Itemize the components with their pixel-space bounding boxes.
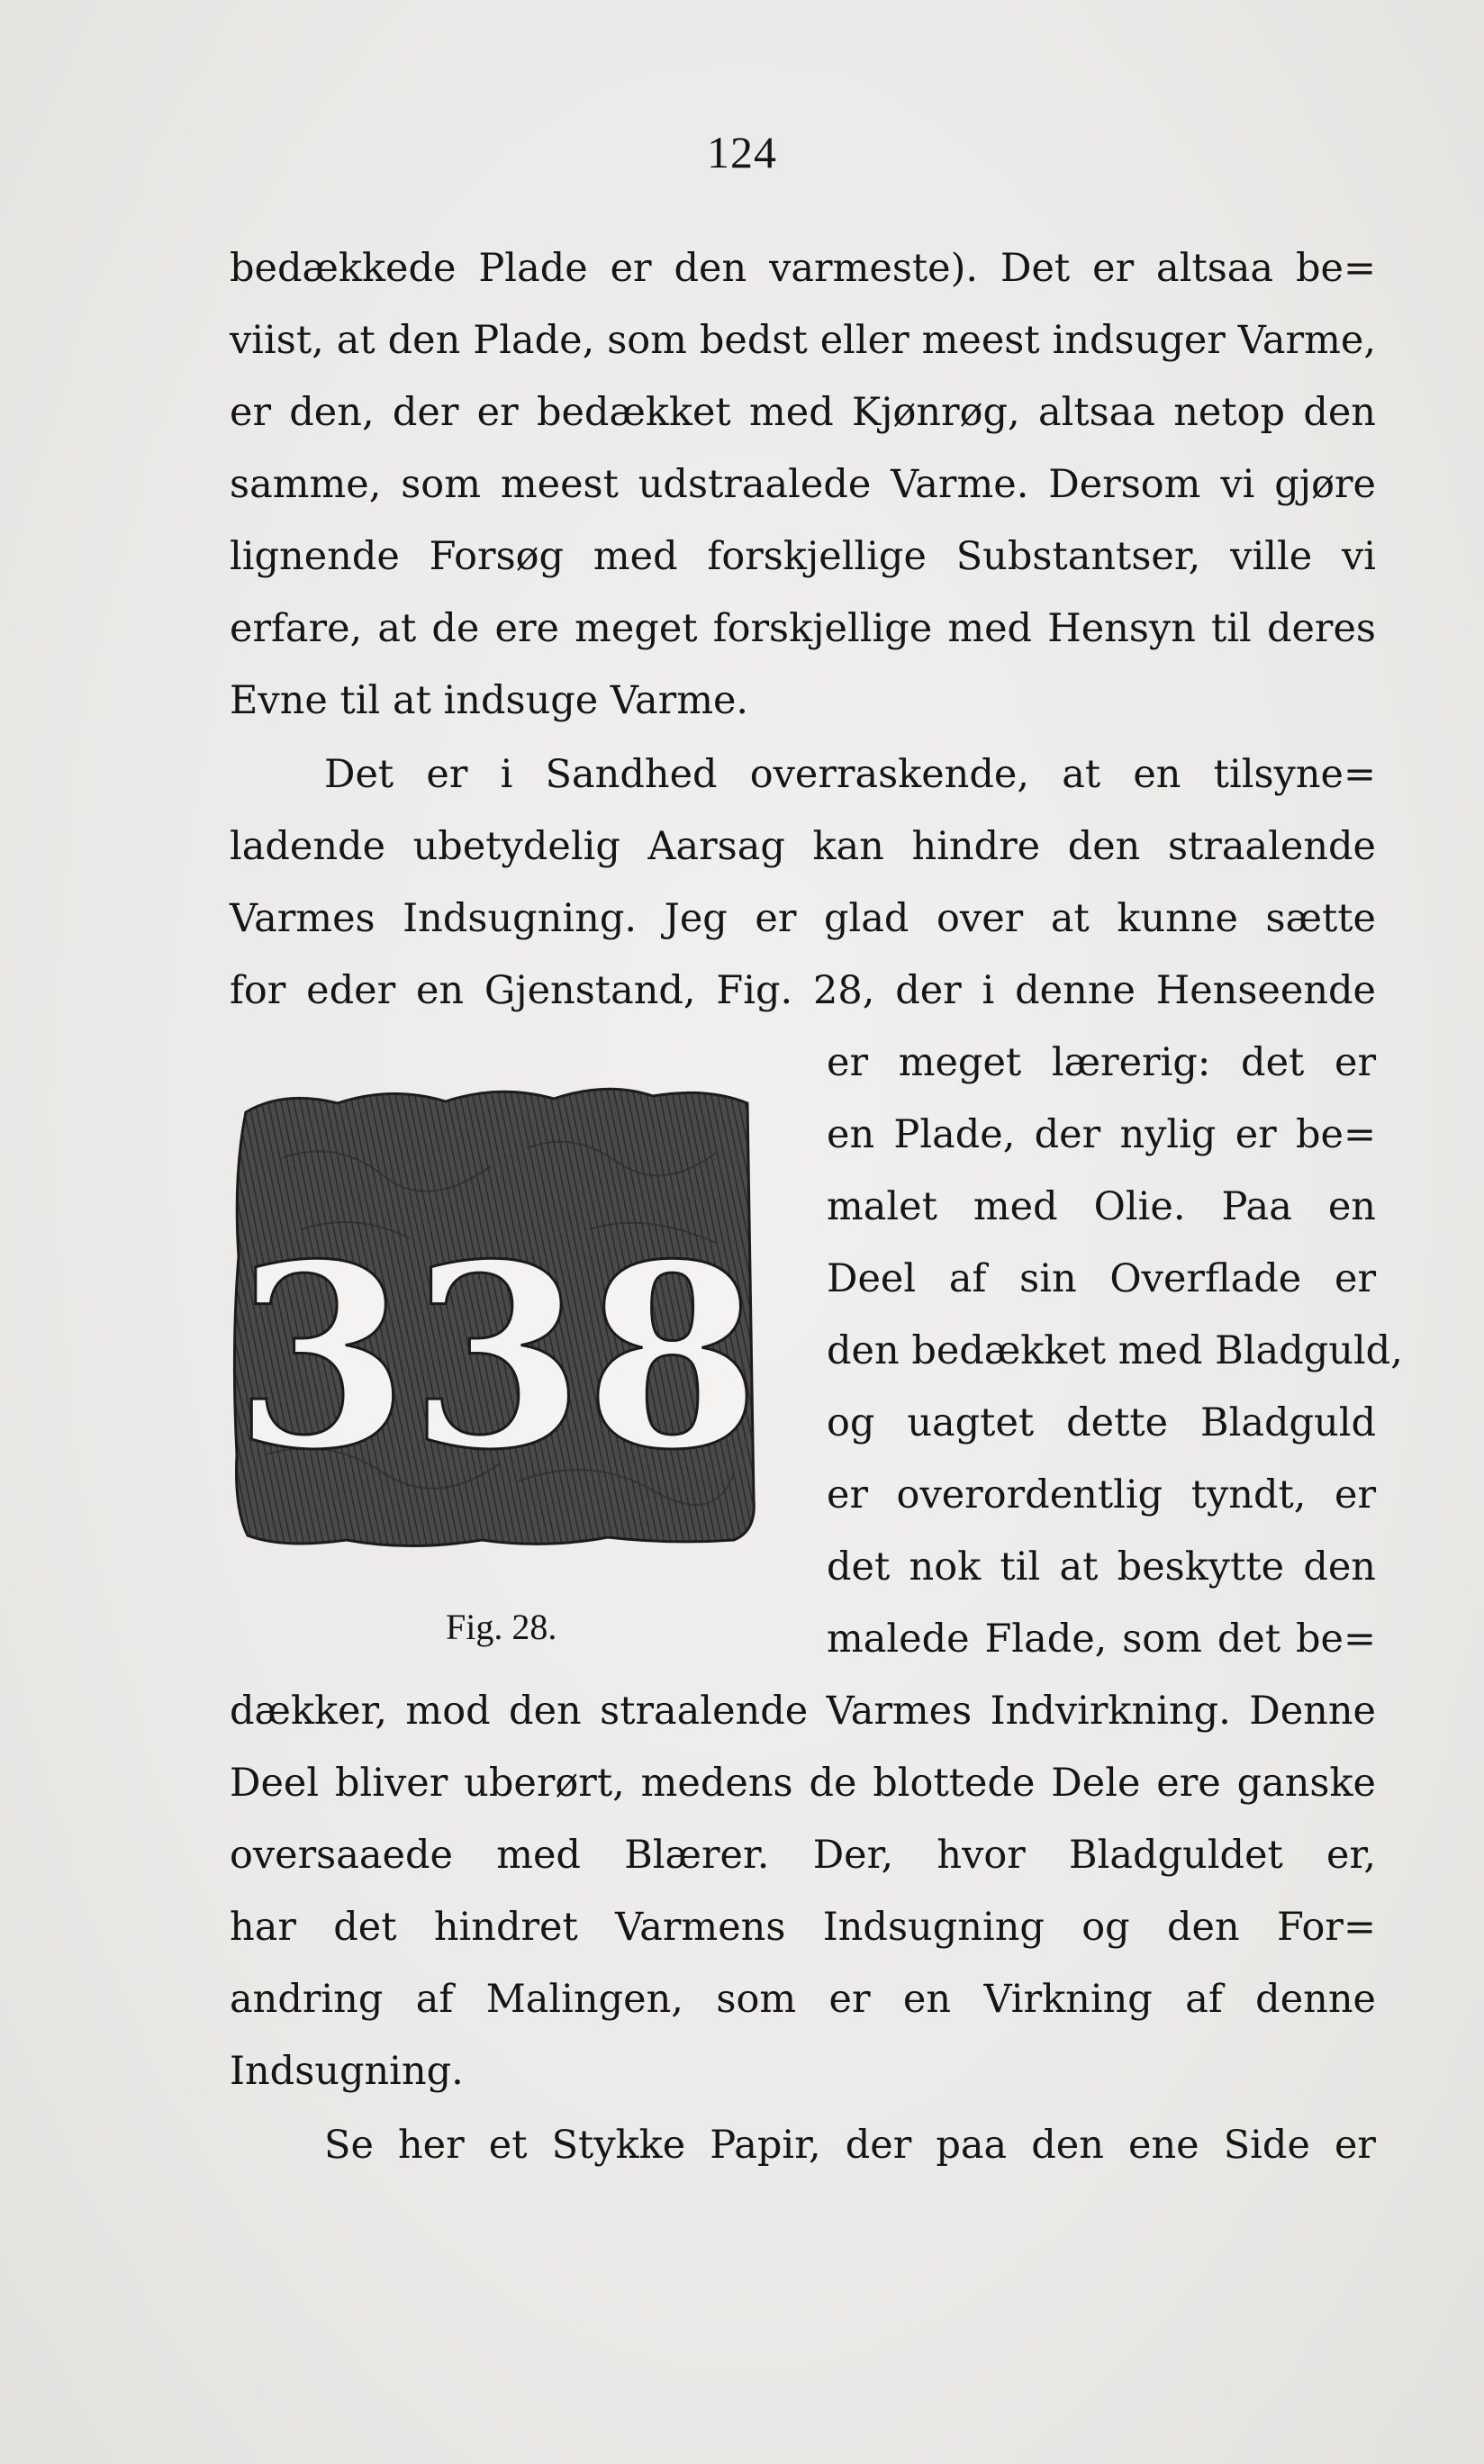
text-line: er meget lærerig: det er bbox=[827, 1040, 1376, 1085]
text-line: Varmes Indsugning. Jeg er glad over at kunne sætte bbox=[230, 896, 1376, 941]
plate-number-text: 338 bbox=[233, 1209, 761, 1506]
text-line: Deel af sin Overflade er bbox=[827, 1256, 1376, 1301]
text-line: Evne til at indsuge Varme. bbox=[230, 678, 749, 723]
text-line: er overordentlig tyndt, er bbox=[827, 1472, 1376, 1517]
page-number: 124 bbox=[707, 127, 777, 177]
text-line: ladende ubetydelig Aarsag kan hindre den straalende bbox=[230, 824, 1376, 869]
text-line: og uagtet dette Bladguld bbox=[827, 1400, 1376, 1445]
text-line: andring af Malingen, som er en Virkning af denne bbox=[230, 1977, 1376, 2022]
text-line: er den, der er bedækket med Kjønrøg, altsaa netop den bbox=[230, 390, 1376, 435]
text-line: oversaaede med Blærer. Der, hvor Bladguldet er, bbox=[230, 1833, 1376, 1878]
text-line: samme, som meest udstraalede Varme. Dersom vi gjøre bbox=[230, 462, 1376, 507]
text-line: Se her et Stykke Papir, der paa den ene Side er bbox=[324, 2123, 1376, 2168]
figure-plate-illustration bbox=[230, 1076, 765, 1572]
text-line: Det er i Sandhed overraskende, at en tilsyne= bbox=[324, 752, 1376, 797]
text-line: Indsugning. bbox=[230, 2049, 464, 2094]
text-line: malet med Olie. Paa en bbox=[827, 1184, 1376, 1229]
text-line: viist, at den Plade, som bedst eller meest indsuger Varme, bbox=[230, 318, 1376, 363]
text-line: dækker, mod den straalende Varmes Indvirkning. Denne bbox=[230, 1689, 1376, 1734]
text-line: har det hindret Varmens Indsugning og den For= bbox=[230, 1905, 1376, 1950]
text-line: for eder en Gjenstand, Fig. 28, der i denne Henseende bbox=[230, 968, 1376, 1013]
text-line: en Plade, der nylig er be= bbox=[827, 1112, 1376, 1157]
text-line: malede Flade, som det be= bbox=[827, 1617, 1376, 1662]
text-line: den bedækket med Bladguld, bbox=[827, 1328, 1403, 1373]
text-line: Deel bliver uberørt, medens de blottede Dele ere ganske bbox=[230, 1761, 1376, 1806]
text-line: bedækkede Plade er den varmeste). Det er altsaa be= bbox=[230, 246, 1376, 291]
text-line: lignende Forsøg med forskjellige Substantser, ville vi bbox=[230, 534, 1376, 579]
text-line: erfare, at de ere meget forskjellige med Hensyn til deres bbox=[230, 606, 1376, 651]
figure-caption: Fig. 28. bbox=[446, 1607, 557, 1647]
text-line: det nok til at beskytte den bbox=[827, 1545, 1376, 1590]
